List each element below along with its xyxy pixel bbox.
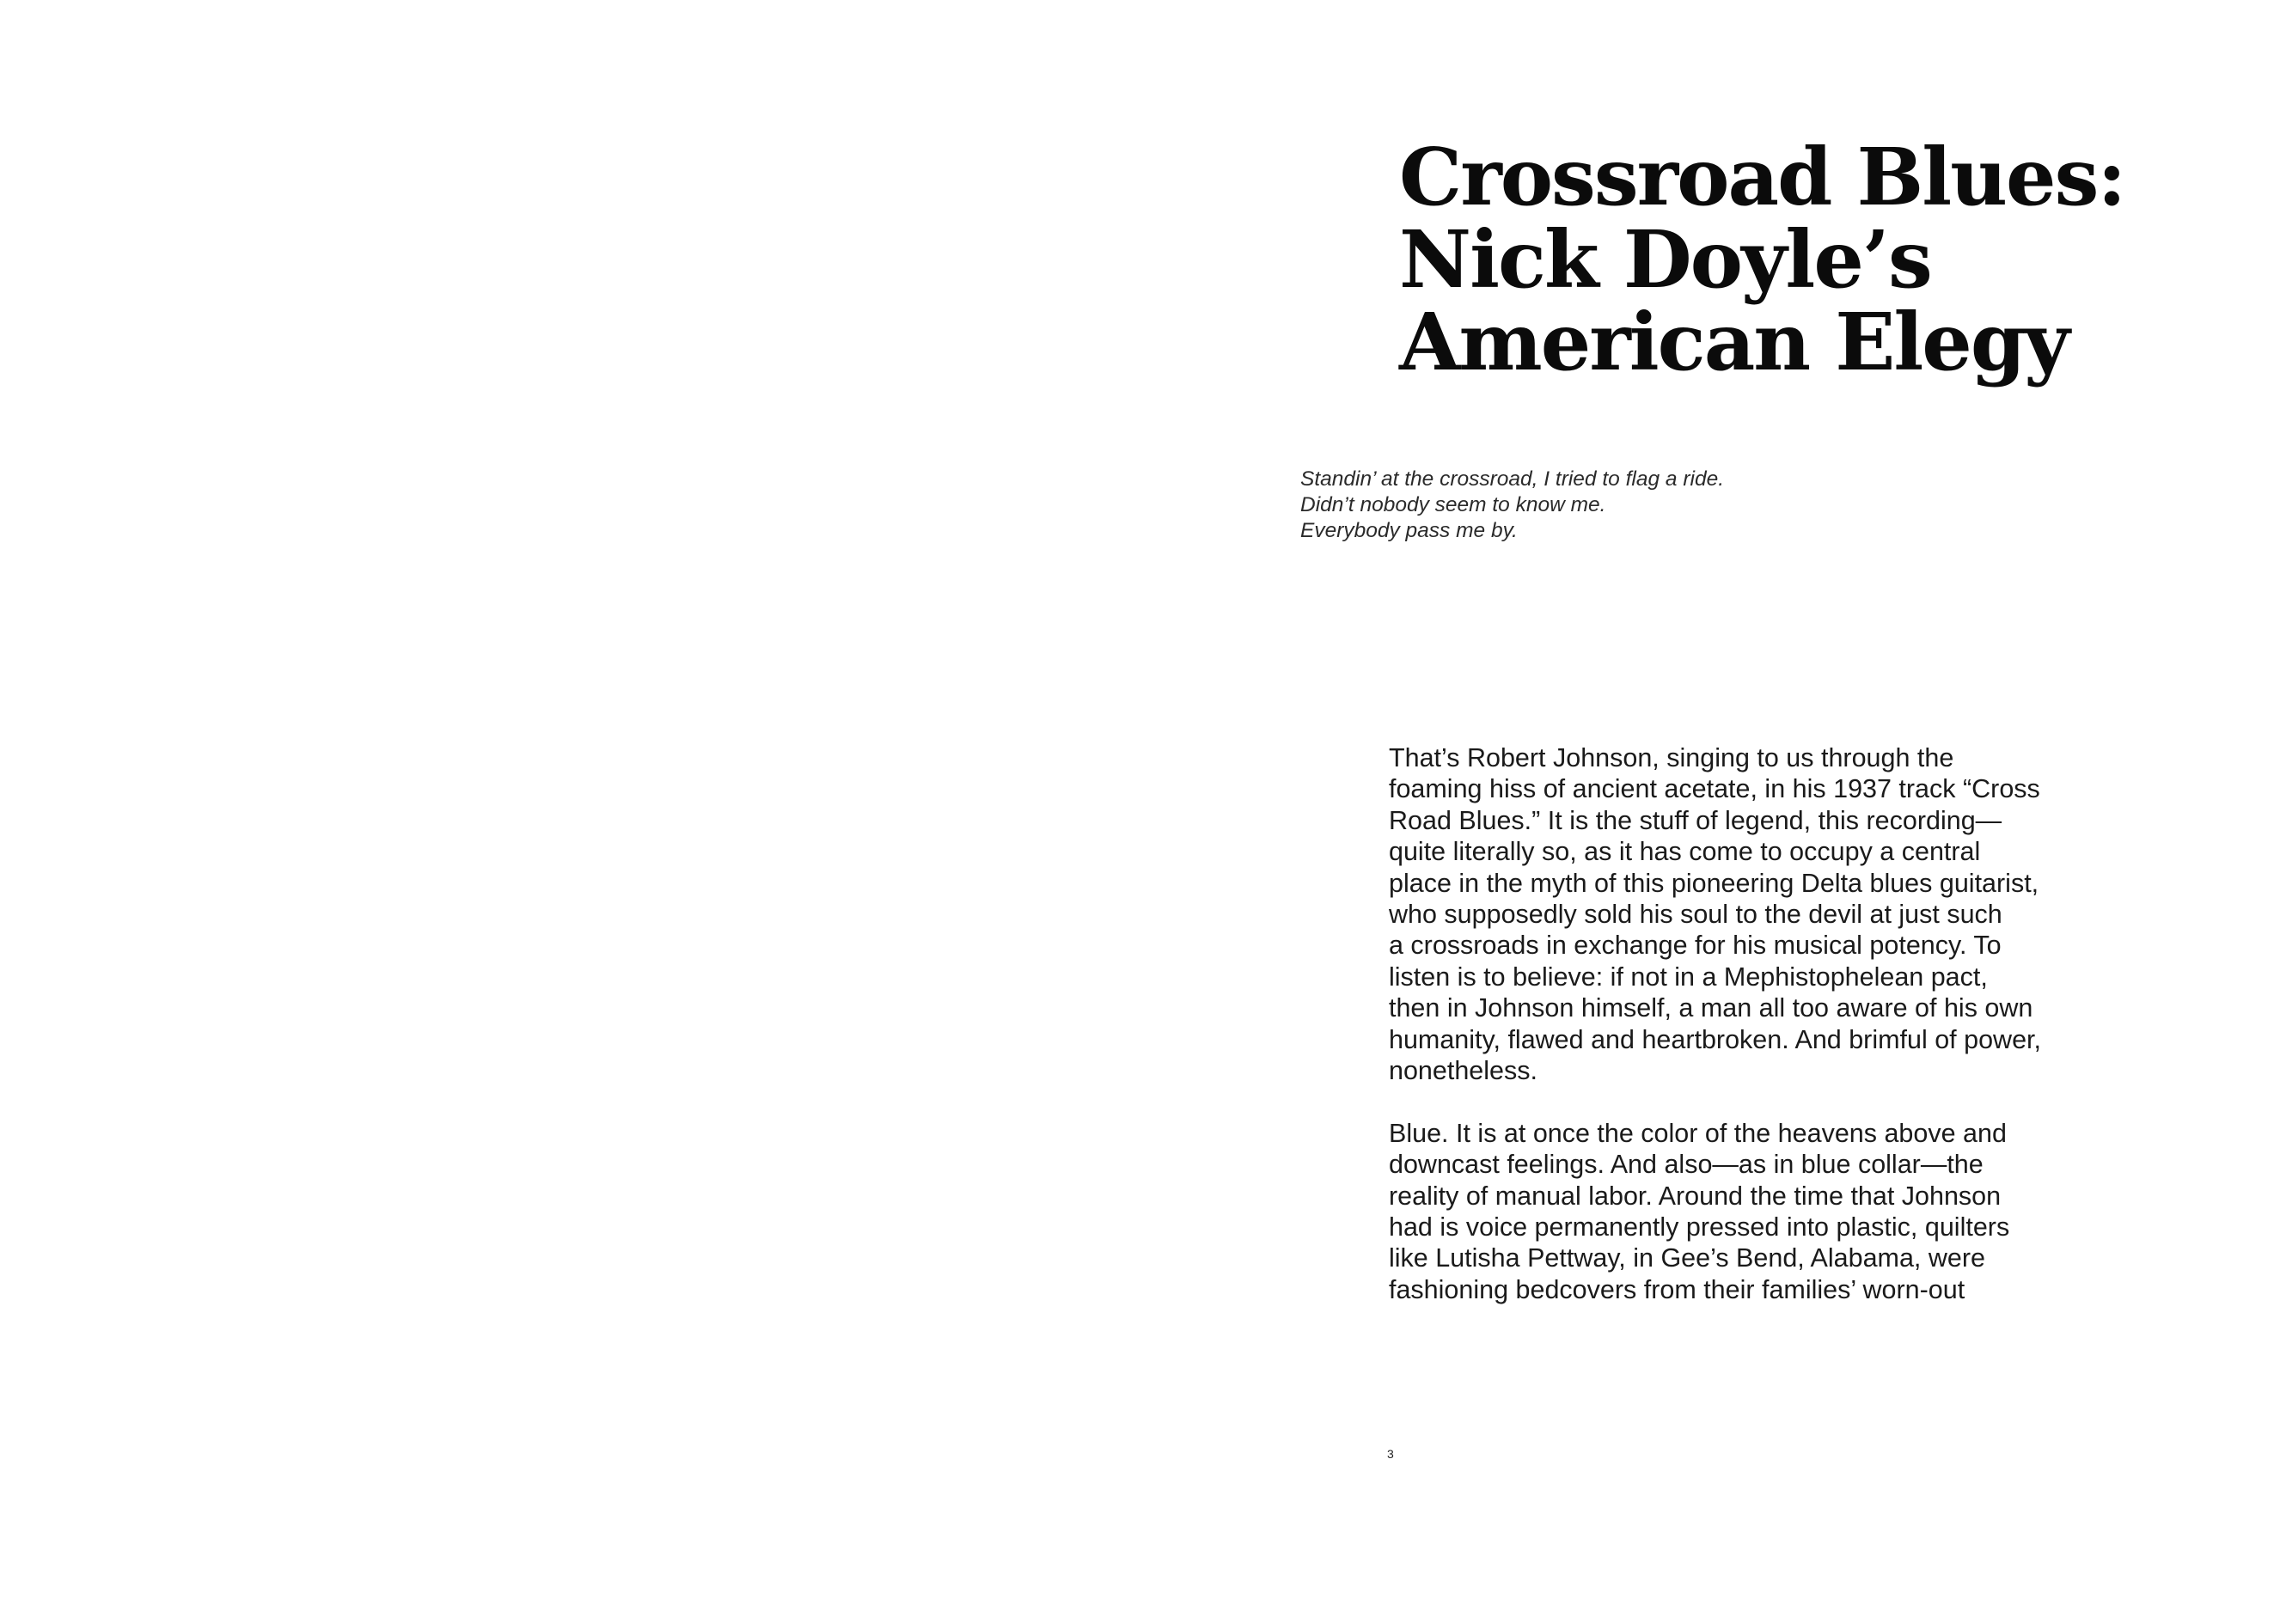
text-line: foaming hiss of ancient acetate, in his 1937 track “Cross (1389, 774, 2040, 804)
text-line: reality of manual labor. Around the time that Johnson (1389, 1181, 2002, 1211)
title-line: American Elegy (1399, 296, 2069, 388)
text-line: Road Blues.” It is the stuff of legend, this recording— (1389, 805, 2002, 835)
text-line: place in the myth of this pioneering Delta blues guitarist, (1389, 868, 2039, 898)
text-line: nonetheless. (1389, 1056, 1537, 1086)
epigraph-line: Standin’ at the crossroad, I tried to flag a ride. (1300, 467, 1725, 491)
title-line: Crossroad Blues: (1399, 131, 2125, 223)
article-title (1399, 131, 2173, 388)
paragraph-2 (1389, 1118, 2162, 1305)
text-line: fashioning bedcovers from their families’ worn-out (1389, 1274, 1965, 1304)
epigraph-line: Everybody pass me by. (1300, 519, 1518, 542)
epigraph-line: Didn’t nobody seem to know me. (1300, 493, 1606, 516)
text-line: humanity, flawed and heartbroken. And brimful of power, (1389, 1024, 2041, 1054)
title-line: Nick Doyle’s (1399, 213, 1931, 306)
paragraph-1 (1389, 742, 2162, 1086)
text-line: who supposedly sold his soul to the devil at just such (1389, 900, 2002, 930)
epigraph-quote (1300, 467, 1902, 544)
text-line: downcast feelings. And also—as in blue collar—the (1389, 1150, 1984, 1180)
text-line: had is voice permanently pressed into plastic, quilters (1389, 1212, 2010, 1242)
text-line: That’s Robert Johnson, singing to us through the (1389, 743, 1954, 772)
text-line: like Lutisha Pettway, in Gee’s Bend, Alabama, were (1389, 1243, 1985, 1273)
text-line: then in Johnson himself, a man all too aware of his own (1389, 993, 2033, 1023)
text-line: a crossroads in exchange for his musical potency. To (1389, 931, 2002, 961)
page-number: 3 (1387, 1447, 1394, 1461)
text-line: Blue. It is at once the color of the heavens above and (1389, 1118, 2007, 1148)
text-line: listen is to believe: if not in a Mephistophelean pact, (1389, 962, 1988, 992)
text-line: quite literally so, as it has come to occupy a central (1389, 837, 1981, 867)
body-text (1389, 742, 2162, 1337)
